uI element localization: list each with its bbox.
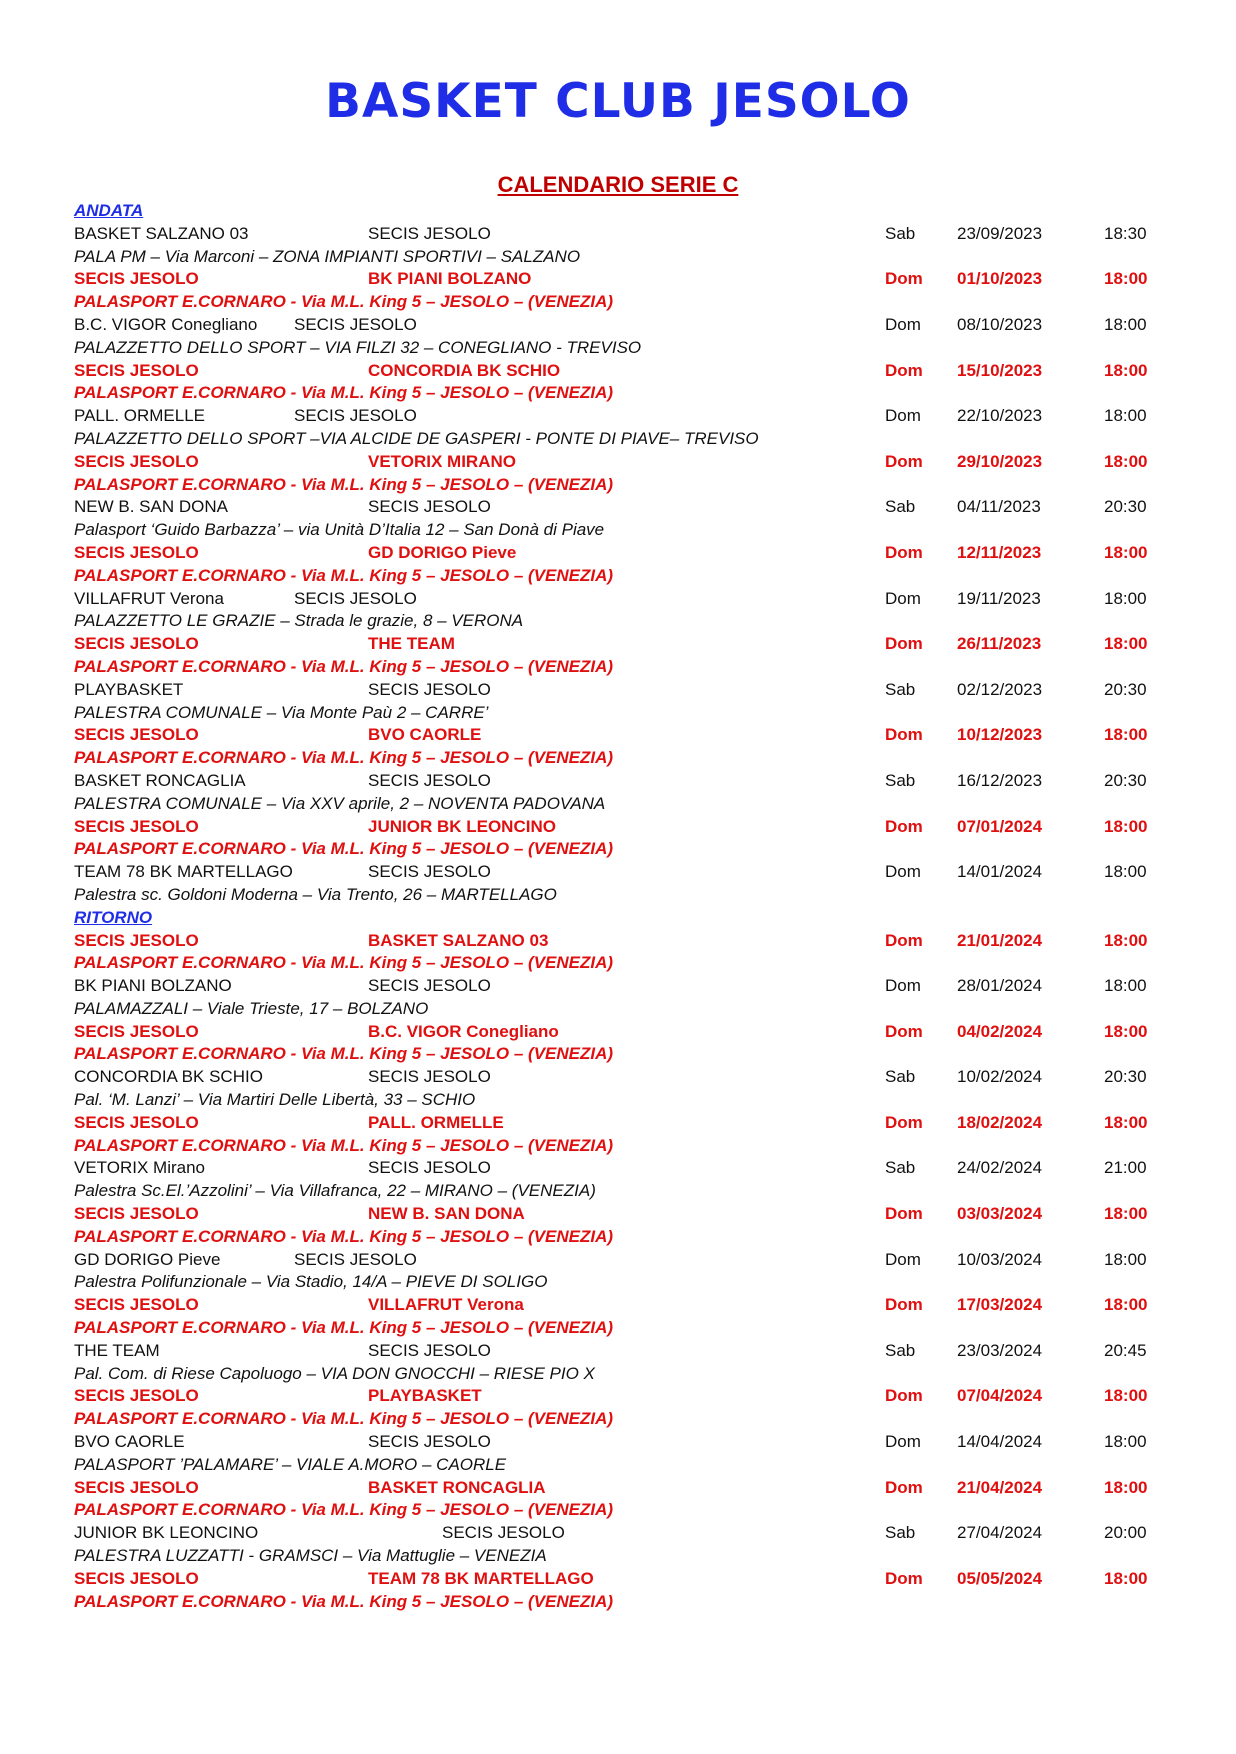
away-team: SECIS JESOLO [368, 679, 491, 699]
game-row [74, 1294, 1174, 1317]
game-row [74, 1249, 1174, 1272]
game-time: 18:00 [1104, 269, 1148, 289]
away-team: SECIS JESOLO [294, 1249, 417, 1269]
away-team: VETORIX MIRANO [368, 451, 516, 471]
game-time: 18:00 [1104, 634, 1148, 654]
away-team: BASKET RONCAGLIA [368, 1477, 546, 1497]
home-team: SECIS JESOLO [74, 1295, 199, 1315]
home-team: SECIS JESOLO [74, 451, 199, 471]
game-row [74, 1477, 1174, 1500]
game-row [74, 724, 1174, 747]
game-row [74, 1066, 1174, 1089]
away-team: SECIS JESOLO [294, 406, 417, 426]
home-team: SECIS JESOLO [74, 1021, 199, 1041]
home-team: JUNIOR BK LEONCINO [74, 1523, 259, 1543]
game-row [74, 633, 1174, 656]
away-team: SECIS JESOLO [368, 1340, 491, 1360]
away-team: THE TEAM [368, 634, 455, 654]
game-day: Dom [885, 634, 923, 654]
game-venue: PALESTRA LUZZATTI - GRAMSCI – Via Mattuglie – VENEZIA [74, 1546, 547, 1566]
game-time: 18:00 [1104, 1432, 1147, 1452]
game-date: 07/04/2024 [957, 1386, 1043, 1406]
game-venue: PALAZZETTO DELLO SPORT – VIA FILZI 32 – CONEGLIANO - TREVISO [74, 337, 642, 357]
home-team: BASKET RONCAGLIA [74, 770, 246, 790]
game-date: 02/12/2023 [957, 679, 1043, 699]
game-day: Sab [885, 1158, 916, 1178]
game-time: 20:30 [1104, 770, 1147, 790]
home-team: SECIS JESOLO [74, 269, 199, 289]
game-date: 29/10/2023 [957, 451, 1043, 471]
away-team: SECIS JESOLO [368, 1067, 491, 1087]
game-venue: PALASPORT E.CORNARO - Via M.L. King 5 – JESOLO – (VENEZIA) [74, 1500, 614, 1520]
game-venue: PALASPORT E.CORNARO - Via M.L. King 5 – JESOLO – (VENEZIA) [74, 1044, 614, 1064]
game-venue: PALAZZETTO DELLO SPORT –VIA ALCIDE DE GASPERI - PONTE DI PIAVE– TREVISO [74, 428, 759, 448]
game-date: 10/12/2023 [957, 725, 1043, 745]
schedule-list [74, 200, 1174, 1613]
game-date: 14/01/2024 [957, 862, 1043, 882]
game-time: 18:00 [1104, 976, 1147, 996]
away-team: SECIS JESOLO [368, 223, 491, 243]
game-time: 18:00 [1104, 1204, 1148, 1224]
game-day: Sab [885, 1340, 916, 1360]
game-row [74, 1021, 1174, 1044]
home-team: SECIS JESOLO [74, 725, 199, 745]
schedule-subtitle: CALENDARIO SERIE C [497, 172, 739, 197]
game-venue: PALASPORT E.CORNARO - Via M.L. King 5 – JESOLO – (VENEZIA) [74, 474, 614, 494]
game-date: 15/10/2023 [957, 360, 1043, 380]
home-team: SECIS JESOLO [74, 1204, 199, 1224]
section-label[interactable]: RITORNO [74, 907, 153, 927]
game-day: Dom [885, 725, 923, 745]
home-team: SECIS JESOLO [74, 1568, 199, 1588]
game-venue: PALASPORT E.CORNARO - Via M.L. King 5 – JESOLO – (VENEZIA) [74, 953, 614, 973]
game-day: Dom [885, 862, 921, 882]
game-row [74, 1522, 1174, 1545]
game-time: 18:00 [1104, 1112, 1148, 1132]
home-team: GD DORIGO Pieve [74, 1249, 221, 1269]
game-date: 21/04/2024 [957, 1477, 1043, 1497]
game-time: 18:00 [1104, 406, 1147, 426]
game-time: 18:00 [1104, 1021, 1148, 1041]
game-day: Dom [885, 976, 921, 996]
away-team: SECIS JESOLO [368, 862, 491, 882]
game-time: 18:00 [1104, 725, 1148, 745]
game-day: Sab [885, 770, 916, 790]
game-date: 01/10/2023 [957, 269, 1043, 289]
game-venue: Pal. ‘M. Lanzi’ – Via Martiri Delle Libertà, 33 – SCHIO [74, 1090, 476, 1110]
game-time: 20:30 [1104, 497, 1147, 517]
game-time: 21:00 [1104, 1158, 1147, 1178]
game-date: 19/11/2023 [957, 588, 1041, 608]
away-team: SECIS JESOLO [368, 1158, 491, 1178]
game-date: 23/09/2023 [957, 223, 1043, 243]
game-time: 18:00 [1104, 314, 1147, 334]
game-date: 07/01/2024 [957, 816, 1043, 836]
game-row [74, 405, 1174, 428]
game-venue: PALASPORT E.CORNARO - Via M.L. King 5 – JESOLO – (VENEZIA) [74, 292, 614, 312]
home-team: SECIS JESOLO [74, 816, 199, 836]
game-day: Dom [885, 1249, 921, 1269]
game-time: 18:00 [1104, 360, 1148, 380]
game-time: 20:30 [1104, 679, 1147, 699]
home-team: NEW B. SAN DONA [74, 497, 228, 517]
game-row [74, 816, 1174, 839]
game-venue: PALASPORT E.CORNARO - Via M.L. King 5 – JESOLO – (VENEZIA) [74, 565, 614, 585]
game-venue: Pal. Com. di Riese Capoluogo – VIA DON GNOCCHI – RIESE PIO X [74, 1363, 595, 1383]
game-date: 26/11/2023 [957, 634, 1042, 654]
section-label[interactable]: ANDATA [74, 201, 144, 220]
game-day: Dom [885, 269, 923, 289]
game-day: Dom [885, 1432, 921, 1452]
away-team: GD DORIGO Pieve [368, 542, 517, 562]
game-day: Dom [885, 1568, 923, 1588]
game-day: Dom [885, 930, 923, 950]
game-venue: PALASPORT E.CORNARO - Via M.L. King 5 – JESOLO – (VENEZIA) [74, 383, 614, 403]
away-team: SECIS JESOLO [294, 314, 417, 334]
game-row [74, 930, 1174, 953]
game-time: 20:00 [1104, 1523, 1147, 1543]
home-team: TEAM 78 BK MARTELLAGO [74, 862, 293, 882]
game-date: 24/02/2024 [957, 1158, 1043, 1178]
game-row [74, 975, 1174, 998]
game-time: 18:00 [1104, 1295, 1148, 1315]
game-day: Dom [885, 588, 921, 608]
game-time: 18:00 [1104, 1568, 1148, 1588]
game-date: 04/11/2023 [957, 497, 1041, 517]
away-team: VILLAFRUT Verona [368, 1295, 524, 1315]
game-day: Dom [885, 314, 921, 334]
game-day: Sab [885, 679, 916, 699]
game-date: 28/01/2024 [957, 976, 1043, 996]
game-venue: PALASPORT E.CORNARO - Via M.L. King 5 – JESOLO – (VENEZIA) [74, 1591, 614, 1611]
game-day: Dom [885, 1112, 923, 1132]
away-team: SECIS JESOLO [368, 976, 491, 996]
game-day: Sab [885, 497, 916, 517]
game-day: Sab [885, 1523, 916, 1543]
game-time: 18:00 [1104, 1386, 1148, 1406]
game-row [74, 223, 1174, 246]
game-venue: Palasport ‘Guido Barbazza’ – via Unità D’Italia 12 – San Donà di Piave [74, 520, 605, 540]
game-day: Dom [885, 406, 921, 426]
game-day: Dom [885, 1204, 923, 1224]
game-time: 18:00 [1104, 542, 1148, 562]
game-time: 18:00 [1104, 451, 1148, 471]
game-row [74, 1340, 1174, 1363]
game-day: Dom [885, 1295, 923, 1315]
game-venue: PALASPORT E.CORNARO - Via M.L. King 5 – JESOLO – (VENEZIA) [74, 1226, 614, 1246]
away-team: SECIS JESOLO [294, 588, 417, 608]
game-time: 20:45 [1104, 1340, 1147, 1360]
game-time: 18:30 [1104, 223, 1147, 243]
home-team: PALL. ORMELLE [74, 406, 206, 426]
game-row [74, 679, 1174, 702]
game-venue: PALAZZETTO LE GRAZIE – Strada le grazie, 8 – VERONA [74, 611, 524, 631]
away-team: SECIS JESOLO [442, 1523, 565, 1543]
game-day: Dom [885, 360, 923, 380]
game-day: Sab [885, 223, 916, 243]
game-row [74, 451, 1174, 474]
game-row [74, 1203, 1174, 1226]
game-date: 27/04/2024 [957, 1523, 1043, 1543]
game-row [74, 861, 1174, 884]
game-venue: PALESTRA COMUNALE – Via Monte Paù 2 – CARRE’ [74, 702, 489, 722]
away-team: NEW B. SAN DONA [368, 1204, 525, 1224]
home-team: SECIS JESOLO [74, 634, 199, 654]
game-date: 22/10/2023 [957, 406, 1043, 426]
home-team: BVO CAORLE [74, 1432, 185, 1452]
home-team: SECIS JESOLO [74, 1112, 199, 1132]
game-row [74, 588, 1174, 611]
game-venue: PALA PM – Via Marconi – ZONA IMPIANTI SPORTIVI – SALZANO [74, 246, 581, 266]
home-team: BASKET SALZANO 03 [74, 223, 249, 243]
away-team: JUNIOR BK LEONCINO [368, 816, 556, 836]
game-date: 04/02/2024 [957, 1021, 1043, 1041]
game-row [74, 496, 1174, 519]
game-time: 18:00 [1104, 1477, 1148, 1497]
game-time: 20:30 [1104, 1067, 1147, 1087]
home-team: SECIS JESOLO [74, 1477, 199, 1497]
home-team: PLAYBASKET [74, 679, 184, 699]
away-team: SECIS JESOLO [368, 770, 491, 790]
away-team: TEAM 78 BK MARTELLAGO [368, 1568, 594, 1588]
home-team: VETORIX Mirano [74, 1158, 206, 1178]
game-venue: PALAMAZZALI – Viale Trieste, 17 – BOLZANO [74, 998, 429, 1018]
home-team: SECIS JESOLO [74, 360, 199, 380]
away-team: B.C. VIGOR Conegliano [368, 1021, 559, 1041]
home-team: SECIS JESOLO [74, 542, 199, 562]
game-venue: PALASPORT E.CORNARO - Via M.L. King 5 – JESOLO – (VENEZIA) [74, 1318, 614, 1338]
game-row [74, 770, 1174, 793]
game-day: Dom [885, 1386, 923, 1406]
away-team: BK PIANI BOLZANO [368, 269, 532, 289]
away-team: PALL. ORMELLE [368, 1112, 504, 1132]
game-venue: PALASPORT E.CORNARO - Via M.L. King 5 – JESOLO – (VENEZIA) [74, 1135, 614, 1155]
home-team: SECIS JESOLO [74, 1386, 199, 1406]
game-row [74, 542, 1174, 565]
game-day: Sab [885, 1067, 916, 1087]
game-venue: PALASPORT ’PALAMARE’ – VIALE A.MORO – CAORLE [74, 1454, 507, 1474]
away-team: SECIS JESOLO [368, 497, 491, 517]
game-day: Dom [885, 542, 923, 562]
game-date: 03/03/2024 [957, 1204, 1043, 1224]
game-date: 08/10/2023 [957, 314, 1043, 334]
game-date: 10/03/2024 [957, 1249, 1043, 1269]
game-date: 12/11/2023 [957, 542, 1042, 562]
game-time: 18:00 [1104, 862, 1147, 882]
game-day: Dom [885, 1477, 923, 1497]
game-date: 10/02/2024 [957, 1067, 1043, 1087]
game-venue: Palestra Polifunzionale – Via Stadio, 14/A – PIEVE DI SOLIGO [74, 1272, 548, 1292]
game-venue: PALASPORT E.CORNARO - Via M.L. King 5 – JESOLO – (VENEZIA) [74, 1409, 614, 1429]
game-day: Dom [885, 451, 923, 471]
home-team: THE TEAM [74, 1340, 160, 1360]
game-day: Dom [885, 1021, 923, 1041]
game-row [74, 1157, 1174, 1180]
home-team: B.C. VIGOR Conegliano [74, 314, 258, 334]
game-row [74, 1385, 1174, 1408]
game-venue: PALASPORT E.CORNARO - Via M.L. King 5 – JESOLO – (VENEZIA) [74, 656, 614, 676]
game-date: 23/03/2024 [957, 1340, 1043, 1360]
away-team: PLAYBASKET [368, 1386, 482, 1406]
away-team: SECIS JESOLO [368, 1432, 491, 1452]
game-time: 18:00 [1104, 816, 1148, 836]
game-time: 18:00 [1104, 588, 1147, 608]
game-date: 05/05/2024 [957, 1568, 1043, 1588]
game-day: Dom [885, 816, 923, 836]
game-time: 18:00 [1104, 1249, 1147, 1269]
away-team: BASKET SALZANO 03 [368, 930, 549, 950]
game-row [74, 314, 1174, 337]
away-team: CONCORDIA BK SCHIO [368, 360, 561, 380]
game-date: 17/03/2024 [957, 1295, 1043, 1315]
game-venue: PALESTRA COMUNALE – Via XXV aprile, 2 – NOVENTA PADOVANA [74, 793, 606, 813]
game-date: 21/01/2024 [957, 930, 1043, 950]
game-row [74, 268, 1174, 291]
game-venue: PALASPORT E.CORNARO - Via M.L. King 5 – JESOLO – (VENEZIA) [74, 748, 614, 768]
game-venue: Palestra Sc.El.’Azzolini’ – Via Villafranca, 22 – MIRANO – (VENEZIA) [74, 1181, 596, 1201]
away-team: BVO CAORLE [368, 725, 482, 745]
game-row [74, 1568, 1174, 1591]
game-row [74, 360, 1174, 383]
club-title: BASKET CLUB JESOLO [325, 74, 911, 129]
game-row [74, 1112, 1174, 1135]
game-date: 16/12/2023 [957, 770, 1043, 790]
game-venue: Palestra sc. Goldoni Moderna – Via Trento, 26 – MARTELLAGO [74, 884, 557, 904]
game-date: 14/04/2024 [957, 1432, 1043, 1452]
game-venue: PALASPORT E.CORNARO - Via M.L. King 5 – JESOLO – (VENEZIA) [74, 839, 614, 859]
game-time: 18:00 [1104, 930, 1148, 950]
game-row [74, 1431, 1174, 1454]
game-date: 18/02/2024 [957, 1112, 1043, 1132]
home-team: BK PIANI BOLZANO [74, 976, 232, 996]
home-team: SECIS JESOLO [74, 930, 199, 950]
home-team: CONCORDIA BK SCHIO [74, 1067, 263, 1087]
home-team: VILLAFRUT Verona [74, 588, 224, 608]
